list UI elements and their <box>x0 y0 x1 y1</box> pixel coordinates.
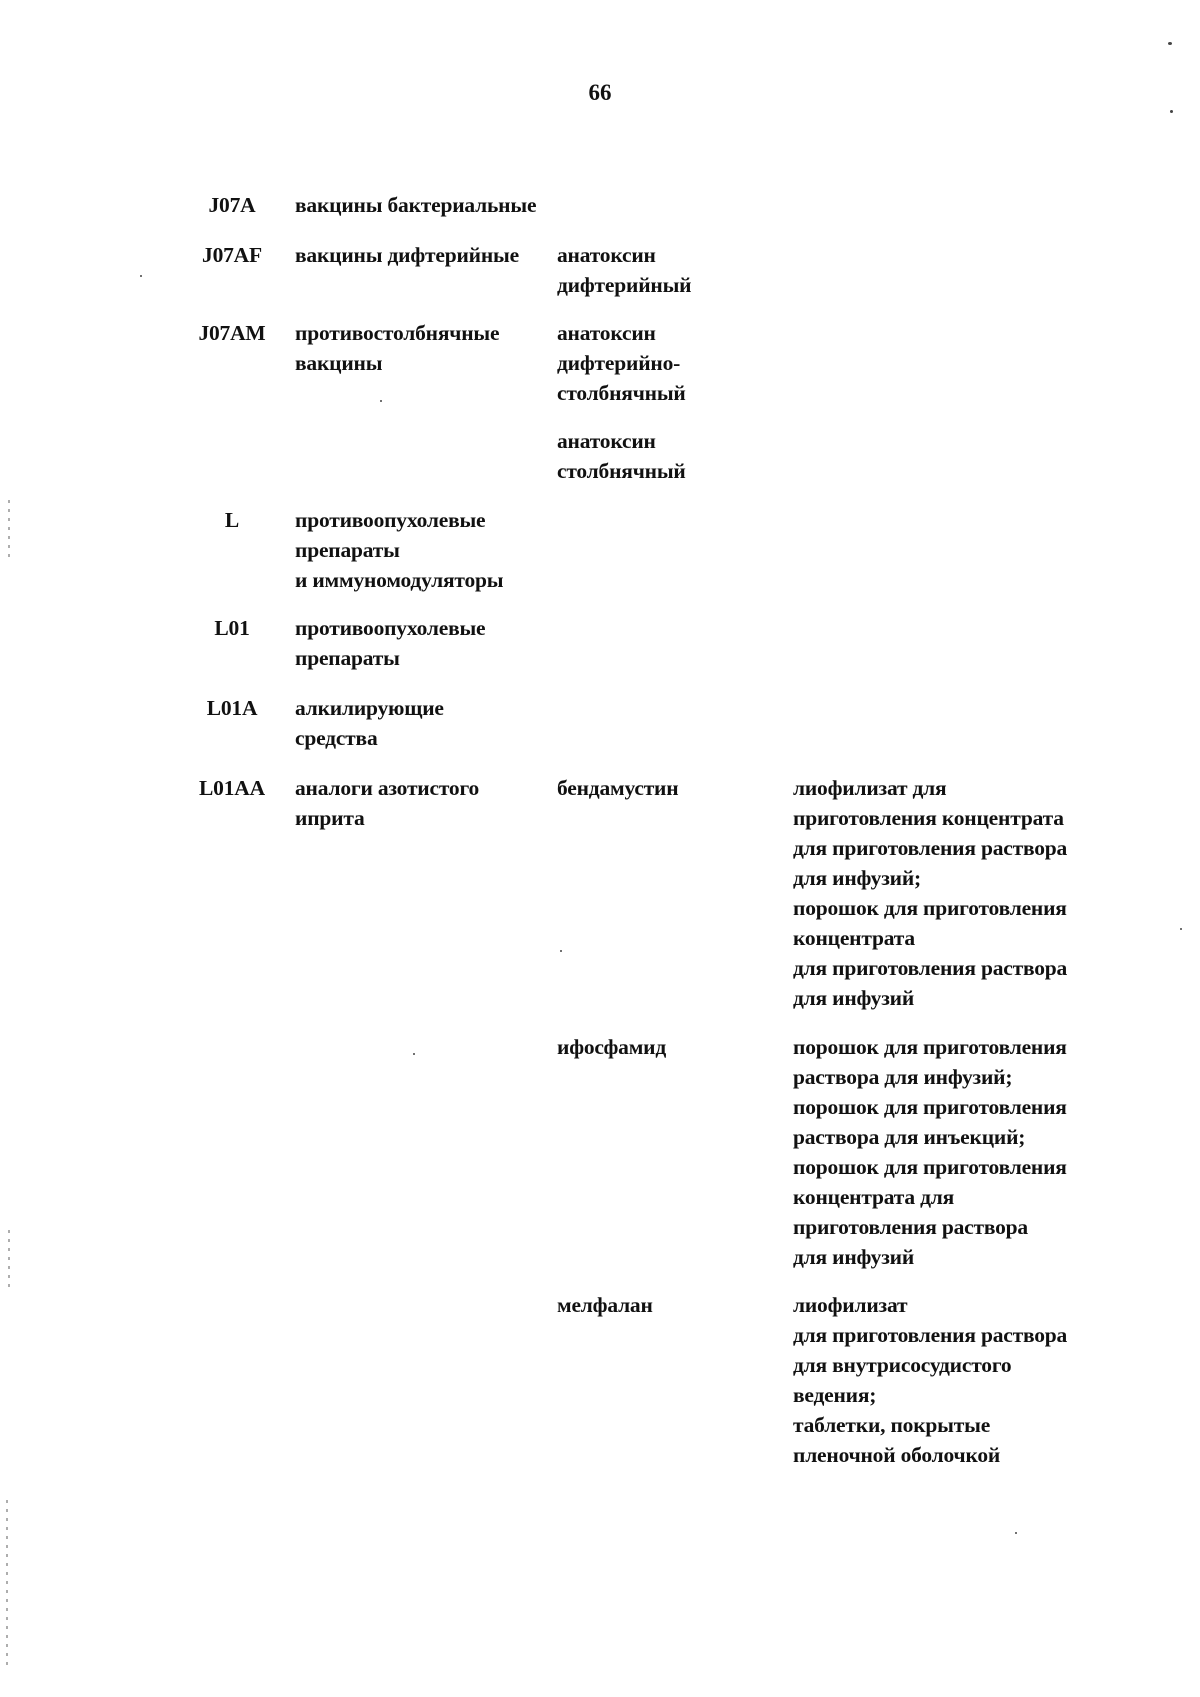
scan-speck <box>1170 110 1173 113</box>
atc-group-name: вакцины бактериальные <box>295 193 537 217</box>
drug-name: бендамустин <box>557 776 679 800</box>
atc-code: J07A <box>208 193 256 217</box>
drug-name: мелфалан <box>557 1293 653 1317</box>
atc-code: L <box>224 508 240 532</box>
drug-name: анатоксин дифтерийный <box>557 243 692 297</box>
atc-group-name: вакцины дифтерийные <box>295 243 519 267</box>
atc-code: L01AA <box>199 776 265 800</box>
drug-name: ифосфамид <box>557 1035 667 1059</box>
atc-group-name: противостолбнячные вакцины <box>295 321 500 375</box>
atc-group-name: противоопухолевые препараты <box>295 616 486 670</box>
atc-group-name: алкилирующие средства <box>295 696 444 750</box>
atc-code: J07AM <box>198 321 266 345</box>
scan-speck <box>140 275 142 277</box>
scan-speck <box>380 400 382 402</box>
scan-speck <box>1015 1532 1017 1534</box>
drug-name: анатоксин столбнячный <box>557 429 686 483</box>
scan-speck <box>560 950 562 952</box>
atc-code: L01 <box>214 616 250 640</box>
drug-name: анатоксин дифтерийно- столбнячный <box>557 321 686 405</box>
scan-speck <box>1180 928 1182 930</box>
atc-group-name: аналоги азотистого иприта <box>295 776 480 830</box>
atc-group-name: противоопухолевые препараты и иммуномодуляторы <box>295 508 504 592</box>
dosage-form: лиофилизат для приготовления концентрата для приготовления раствора для инфузий; порошок для приготовления концентрата для приготовления раствора для инфузий <box>793 776 1068 1010</box>
page-number: 66 <box>588 80 612 105</box>
scan-speck <box>413 1053 415 1055</box>
atc-code: J07AF <box>202 243 262 267</box>
scan-edge-mark <box>8 500 10 560</box>
dosage-form: порошок для приготовления раствора для инфузий; порошок для приготовления раствора для инъекций; порошок для приготовления концентрата для приготовления раствора для инфузий <box>793 1035 1067 1269</box>
scan-edge-mark <box>8 1230 10 1290</box>
scan-speck <box>1168 42 1172 45</box>
dosage-form: лиофилизат для приготовления раствора для внутрисосудистого ведения; таблетки, покрытые пленочной оболочкой <box>793 1293 1068 1467</box>
scan-edge-mark <box>6 1500 8 1670</box>
atc-code: L01A <box>206 696 258 720</box>
